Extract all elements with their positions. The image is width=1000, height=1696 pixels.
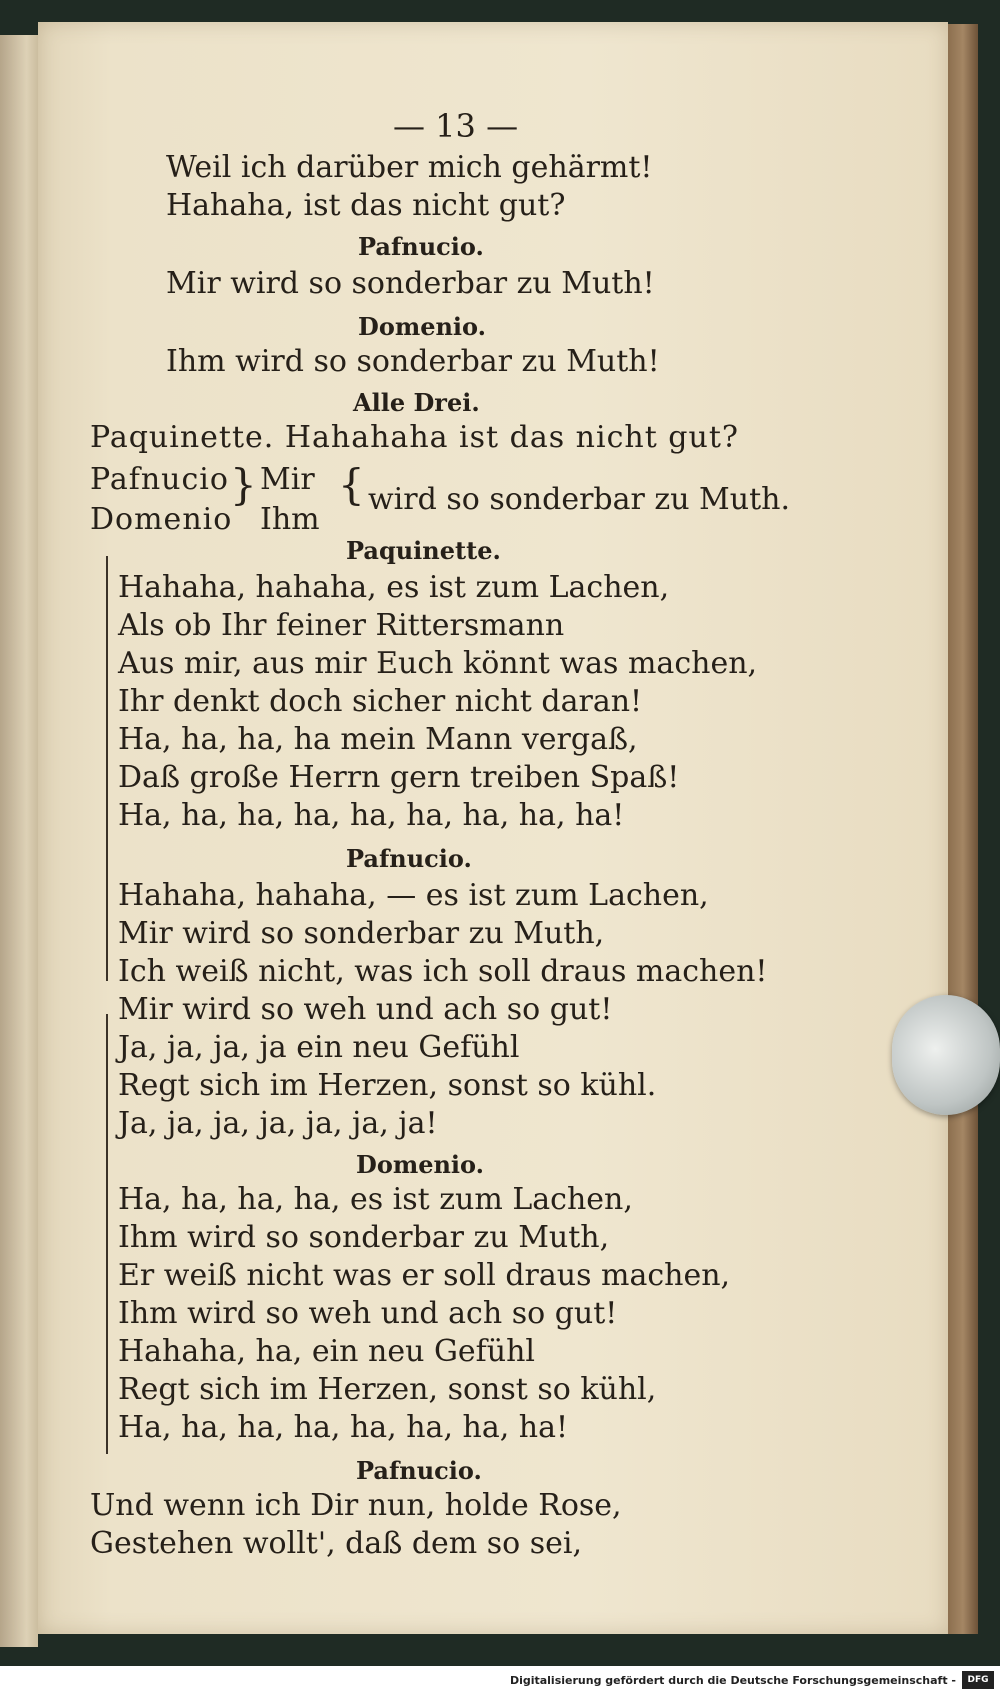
verse-line: Ihm wird so sonderbar zu Muth! <box>166 344 660 379</box>
group-pronoun: Mir <box>260 462 315 497</box>
page-number: — 13 — <box>393 107 519 145</box>
margin-bracket <box>106 556 108 981</box>
speaker-name: Pafnucio. <box>346 844 472 873</box>
verse-line: Hahaha, hahaha, es ist zum Lachen, <box>118 570 670 605</box>
verse-line: Mir wird so weh und ach so gut! <box>118 992 613 1027</box>
speaker-name: Alle Drei. <box>353 388 480 417</box>
verse-line: Ihm wird so sonderbar zu Muth, <box>118 1220 610 1255</box>
group-name: Pafnucio <box>90 462 229 497</box>
verse-line: Weil ich darüber mich gehärmt! <box>166 150 653 185</box>
verse-line: Regt sich im Herzen, sonst so kühl, <box>118 1372 657 1407</box>
verse-line: Regt sich im Herzen, sonst so kühl. <box>118 1068 657 1103</box>
verse-line: Ha, ha, ha, ha, es ist zum Lachen, <box>118 1182 633 1217</box>
speaker-name: Paquinette. <box>346 536 501 565</box>
page-edge <box>948 24 978 1634</box>
verse-line: Mir wird so sonderbar zu Muth, <box>118 916 605 951</box>
verse-line: Als ob Ihr feiner Rittersmann <box>118 608 565 643</box>
verse-line: Ja, ja, ja, ja ein neu Gefühl <box>118 1030 520 1065</box>
verse-line: Paquinette. Hahahaha ist das nicht gut? <box>90 420 739 455</box>
dfg-logo: DFG <box>962 1671 994 1689</box>
brace-left: } <box>230 460 257 509</box>
speaker-name: Pafnucio. <box>358 232 484 261</box>
group-pronoun: Ihm <box>260 502 320 537</box>
footer-credit: Digitalisierung gefördert durch die Deutsche Forschungsgemeinschaft - <box>509 1674 956 1687</box>
group-name: Domenio <box>90 502 233 537</box>
speaker-name: Domenio. <box>356 1150 484 1179</box>
verse-line: Hahaha, ha, ein neu Gefühl <box>118 1334 536 1369</box>
verse-line: Gestehen wollt', daß dem so sei, <box>90 1526 583 1561</box>
verse-line: Ha, ha, ha, ha, ha, ha, ha, ha! <box>118 1410 569 1445</box>
verse-line: Aus mir, aus mir Euch könnt was machen, <box>118 646 758 681</box>
verse-line: Ja, ja, ja, ja, ja, ja, ja! <box>118 1106 438 1141</box>
speaker-name: Domenio. <box>358 312 486 341</box>
verse-line: Ich weiß nicht, was ich soll draus machen! <box>118 954 768 989</box>
verse-line: Ha, ha, ha, ha mein Mann vergaß, <box>118 722 638 757</box>
verse-line: Ha, ha, ha, ha, ha, ha, ha, ha, ha! <box>118 798 625 833</box>
verse-line: Hahaha, hahaha, — es ist zum Lachen, <box>118 878 709 913</box>
brace-right: { <box>338 460 365 509</box>
verse-line: Daß große Herrn gern treiben Spaß! <box>118 760 680 795</box>
digitization-footer <box>0 1666 1000 1696</box>
page-clip <box>892 995 1000 1115</box>
verse-line: Ihm wird so weh und ach so gut! <box>118 1296 618 1331</box>
book-spine <box>0 35 38 1647</box>
group-text: wird so sonderbar zu Muth. <box>368 482 791 517</box>
verse-line: Mir wird so sonderbar zu Muth! <box>166 266 655 301</box>
verse-line: Und wenn ich Dir nun, holde Rose, <box>90 1488 622 1523</box>
margin-bracket <box>106 1014 108 1454</box>
book-page <box>38 22 948 1634</box>
verse-line: Ihr denkt doch sicher nicht daran! <box>118 684 643 719</box>
speaker-name: Pafnucio. <box>356 1456 482 1485</box>
verse-line: Hahaha, ist das nicht gut? <box>166 188 566 223</box>
verse-line: Er weiß nicht was er soll draus machen, <box>118 1258 731 1293</box>
